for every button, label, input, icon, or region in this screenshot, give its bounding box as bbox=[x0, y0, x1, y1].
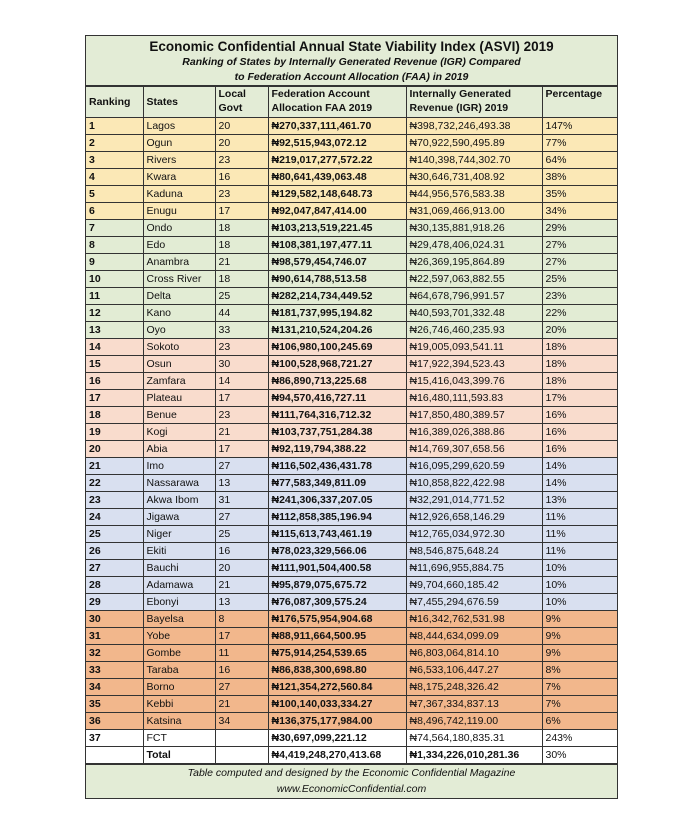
rank-cell: 23 bbox=[86, 492, 143, 509]
rank-cell: 15 bbox=[86, 356, 143, 373]
rank-cell: 13 bbox=[86, 322, 143, 339]
igr-cell: ₦15,416,043,399.76 bbox=[406, 373, 542, 390]
percentage-cell: 10% bbox=[542, 594, 617, 611]
table-subtitle bbox=[86, 55, 617, 85]
state-cell: Enugu bbox=[143, 203, 215, 220]
rank-cell: 5 bbox=[86, 186, 143, 203]
table-row bbox=[86, 509, 617, 526]
faa-cell: ₦30,697,099,221.12 bbox=[268, 730, 406, 747]
rank-cell: 4 bbox=[86, 169, 143, 186]
footer-band bbox=[86, 764, 617, 798]
igr-cell: ₦70,922,590,495.89 bbox=[406, 135, 542, 152]
igr-cell: ₦6,533,106,447.27 bbox=[406, 662, 542, 679]
table-row bbox=[86, 339, 617, 356]
percentage-cell: 18% bbox=[542, 339, 617, 356]
percentage-cell: 14% bbox=[542, 458, 617, 475]
table-body bbox=[86, 118, 617, 747]
faa-cell: ₦270,337,111,461.70 bbox=[268, 118, 406, 135]
rank-cell: 29 bbox=[86, 594, 143, 611]
rank-cell: 3 bbox=[86, 152, 143, 169]
igr-cell: ₦32,291,014,771.52 bbox=[406, 492, 542, 509]
rank-cell: 22 bbox=[86, 475, 143, 492]
table-row bbox=[86, 526, 617, 543]
local-govt-cell: 16 bbox=[215, 662, 268, 679]
header-ranking: Ranking bbox=[86, 87, 143, 118]
rank-cell: 2 bbox=[86, 135, 143, 152]
percentage-cell: 9% bbox=[542, 645, 617, 662]
state-cell: Plateau bbox=[143, 390, 215, 407]
local-govt-cell: 21 bbox=[215, 254, 268, 271]
igr-cell: ₦40,593,701,332.48 bbox=[406, 305, 542, 322]
igr-cell: ₦64,678,796,991.57 bbox=[406, 288, 542, 305]
igr-cell: ₦11,696,955,884.75 bbox=[406, 560, 542, 577]
table-row bbox=[86, 407, 617, 424]
state-cell: Delta bbox=[143, 288, 215, 305]
table-row bbox=[86, 611, 617, 628]
local-govt-cell: 20 bbox=[215, 560, 268, 577]
local-govt-cell: 17 bbox=[215, 628, 268, 645]
state-cell: Cross River bbox=[143, 271, 215, 288]
state-cell: Rivers bbox=[143, 152, 215, 169]
rank-cell: 10 bbox=[86, 271, 143, 288]
percentage-cell: 25% bbox=[542, 271, 617, 288]
igr-cell: ₦8,496,742,119.00 bbox=[406, 713, 542, 730]
faa-cell: ₦111,901,504,400.58 bbox=[268, 560, 406, 577]
local-govt-cell: 17 bbox=[215, 441, 268, 458]
local-govt-cell: 20 bbox=[215, 135, 268, 152]
rank-cell: 18 bbox=[86, 407, 143, 424]
percentage-cell: 16% bbox=[542, 441, 617, 458]
percentage-cell: 22% bbox=[542, 305, 617, 322]
rank-cell: 34 bbox=[86, 679, 143, 696]
state-cell: Abia bbox=[143, 441, 215, 458]
state-cell: Taraba bbox=[143, 662, 215, 679]
rank-cell: 24 bbox=[86, 509, 143, 526]
header-igr-line-2: Revenue (IGR) 2019 bbox=[409, 102, 509, 114]
title-band bbox=[86, 36, 617, 86]
percentage-cell: 34% bbox=[542, 203, 617, 220]
header-local-govt-line-2: Govt bbox=[218, 102, 243, 114]
state-cell: Ebonyi bbox=[143, 594, 215, 611]
table-row bbox=[86, 135, 617, 152]
header-local-govt bbox=[215, 87, 268, 118]
faa-cell: ₦115,613,743,461.19 bbox=[268, 526, 406, 543]
local-govt-cell: 17 bbox=[215, 203, 268, 220]
subtitle-line-2: to Federation Account Allocation (FAA) in 2019 bbox=[234, 71, 469, 83]
state-cell: Lagos bbox=[143, 118, 215, 135]
local-govt-cell: 14 bbox=[215, 373, 268, 390]
local-govt-cell: 31 bbox=[215, 492, 268, 509]
local-govt-cell bbox=[215, 730, 268, 747]
local-govt-cell: 13 bbox=[215, 475, 268, 492]
local-govt-cell: 8 bbox=[215, 611, 268, 628]
local-govt-cell: 18 bbox=[215, 237, 268, 254]
state-cell: Anambra bbox=[143, 254, 215, 271]
faa-cell: ₦80,641,439,063.48 bbox=[268, 169, 406, 186]
rank-cell: 14 bbox=[86, 339, 143, 356]
table-title: Economic Confidential Annual State Viability Index (ASVI) 2019 bbox=[149, 39, 554, 54]
header-states: States bbox=[143, 87, 215, 118]
percentage-cell: 27% bbox=[542, 237, 617, 254]
faa-cell: ₦111,764,316,712.32 bbox=[268, 407, 406, 424]
local-govt-cell: 18 bbox=[215, 271, 268, 288]
table-row bbox=[86, 237, 617, 254]
local-govt-cell: 13 bbox=[215, 594, 268, 611]
rank-cell: 9 bbox=[86, 254, 143, 271]
header-faa-line-1: Federation Account bbox=[271, 88, 370, 100]
faa-cell: ₦78,023,329,566.06 bbox=[268, 543, 406, 560]
faa-cell: ₦100,528,968,721.27 bbox=[268, 356, 406, 373]
igr-cell: ₦12,926,658,146.29 bbox=[406, 509, 542, 526]
table-row bbox=[86, 560, 617, 577]
percentage-cell: 64% bbox=[542, 152, 617, 169]
table-row bbox=[86, 118, 617, 135]
faa-cell: ₦282,214,734,449.52 bbox=[268, 288, 406, 305]
faa-cell: ₦98,579,454,746.07 bbox=[268, 254, 406, 271]
faa-cell: ₦75,914,254,539.65 bbox=[268, 645, 406, 662]
total-igr: ₦1,334,226,010,281.36 bbox=[406, 747, 542, 764]
percentage-cell: 11% bbox=[542, 543, 617, 560]
state-cell: Imo bbox=[143, 458, 215, 475]
table-row bbox=[86, 475, 617, 492]
state-cell: Katsina bbox=[143, 713, 215, 730]
table-row bbox=[86, 220, 617, 237]
state-cell: Bauchi bbox=[143, 560, 215, 577]
state-cell: Bayelsa bbox=[143, 611, 215, 628]
state-cell: Ondo bbox=[143, 220, 215, 237]
local-govt-cell: 25 bbox=[215, 526, 268, 543]
table-row bbox=[86, 696, 617, 713]
table-row bbox=[86, 186, 617, 203]
state-cell: Kwara bbox=[143, 169, 215, 186]
faa-cell: ₦176,575,954,904.68 bbox=[268, 611, 406, 628]
faa-cell: ₦129,582,148,648.73 bbox=[268, 186, 406, 203]
igr-cell: ₦7,455,294,676.59 bbox=[406, 594, 542, 611]
local-govt-cell: 21 bbox=[215, 424, 268, 441]
faa-cell: ₦100,140,033,334.27 bbox=[268, 696, 406, 713]
percentage-cell: 16% bbox=[542, 424, 617, 441]
state-cell: Borno bbox=[143, 679, 215, 696]
percentage-cell: 9% bbox=[542, 611, 617, 628]
faa-cell: ₦112,858,385,196.94 bbox=[268, 509, 406, 526]
header-faa-line-2: Allocation FAA 2019 bbox=[271, 102, 373, 114]
percentage-cell: 29% bbox=[542, 220, 617, 237]
rank-cell: 20 bbox=[86, 441, 143, 458]
igr-cell: ₦22,597,063,882.55 bbox=[406, 271, 542, 288]
igr-cell: ₦10,858,822,422.98 bbox=[406, 475, 542, 492]
faa-cell: ₦181,737,995,194.82 bbox=[268, 305, 406, 322]
percentage-cell: 17% bbox=[542, 390, 617, 407]
total-faa: ₦4,419,248,270,413.68 bbox=[268, 747, 406, 764]
faa-cell: ₦77,583,349,811.09 bbox=[268, 475, 406, 492]
igr-cell: ₦16,480,111,593.83 bbox=[406, 390, 542, 407]
table-row bbox=[86, 373, 617, 390]
igr-cell: ₦8,444,634,099.09 bbox=[406, 628, 542, 645]
faa-cell: ₦136,375,177,984.00 bbox=[268, 713, 406, 730]
table-row bbox=[86, 424, 617, 441]
table-row bbox=[86, 645, 617, 662]
subtitle-line-1: Ranking of States by Internally Generated Revenue (IGR) Compared bbox=[182, 56, 521, 68]
rank-cell: 12 bbox=[86, 305, 143, 322]
percentage-cell: 6% bbox=[542, 713, 617, 730]
percentage-cell: 18% bbox=[542, 373, 617, 390]
percentage-cell: 11% bbox=[542, 509, 617, 526]
igr-cell: ₦8,546,875,648.24 bbox=[406, 543, 542, 560]
header-row bbox=[86, 87, 617, 118]
table-row bbox=[86, 305, 617, 322]
percentage-cell: 147% bbox=[542, 118, 617, 135]
igr-cell: ₦17,850,480,389.57 bbox=[406, 407, 542, 424]
header-local-govt-line-1: Local bbox=[218, 88, 246, 100]
faa-cell: ₦103,213,519,221.45 bbox=[268, 220, 406, 237]
percentage-cell: 38% bbox=[542, 169, 617, 186]
percentage-cell: 35% bbox=[542, 186, 617, 203]
faa-cell: ₦86,890,713,225.68 bbox=[268, 373, 406, 390]
rank-cell: 36 bbox=[86, 713, 143, 730]
percentage-cell: 10% bbox=[542, 560, 617, 577]
header-percentage: Percentage bbox=[542, 87, 617, 118]
rank-cell: 1 bbox=[86, 118, 143, 135]
igr-cell: ₦29,478,406,024.31 bbox=[406, 237, 542, 254]
faa-cell: ₦86,838,300,698.80 bbox=[268, 662, 406, 679]
footer-credit: Table computed and designed by the Economic Confidential Magazine bbox=[187, 767, 516, 779]
table-row bbox=[86, 169, 617, 186]
percentage-cell: 11% bbox=[542, 526, 617, 543]
table-row bbox=[86, 730, 617, 747]
table-row bbox=[86, 288, 617, 305]
faa-cell: ₦121,354,272,560.84 bbox=[268, 679, 406, 696]
local-govt-cell: 21 bbox=[215, 696, 268, 713]
rank-cell: 31 bbox=[86, 628, 143, 645]
faa-cell: ₦103,737,751,284.38 bbox=[268, 424, 406, 441]
table-row bbox=[86, 679, 617, 696]
rank-cell: 26 bbox=[86, 543, 143, 560]
state-cell: Gombe bbox=[143, 645, 215, 662]
percentage-cell: 77% bbox=[542, 135, 617, 152]
percentage-cell: 7% bbox=[542, 679, 617, 696]
state-cell: Edo bbox=[143, 237, 215, 254]
percentage-cell: 27% bbox=[542, 254, 617, 271]
local-govt-cell: 18 bbox=[215, 220, 268, 237]
state-cell: FCT bbox=[143, 730, 215, 747]
rank-cell: 30 bbox=[86, 611, 143, 628]
igr-cell: ₦398,732,246,493.38 bbox=[406, 118, 542, 135]
rank-cell: 21 bbox=[86, 458, 143, 475]
igr-cell: ₦8,175,248,326.42 bbox=[406, 679, 542, 696]
state-cell: Kaduna bbox=[143, 186, 215, 203]
igr-cell: ₦14,769,307,658.56 bbox=[406, 441, 542, 458]
faa-cell: ₦219,017,277,572.22 bbox=[268, 152, 406, 169]
faa-cell: ₦106,980,100,245.69 bbox=[268, 339, 406, 356]
percentage-cell: 9% bbox=[542, 628, 617, 645]
percentage-cell: 10% bbox=[542, 577, 617, 594]
state-cell: Kogi bbox=[143, 424, 215, 441]
faa-cell: ₦95,879,075,675.72 bbox=[268, 577, 406, 594]
local-govt-cell: 17 bbox=[215, 390, 268, 407]
local-govt-cell: 25 bbox=[215, 288, 268, 305]
faa-cell: ₦116,502,436,431.78 bbox=[268, 458, 406, 475]
faa-cell: ₦92,119,794,388.22 bbox=[268, 441, 406, 458]
rank-cell: 35 bbox=[86, 696, 143, 713]
faa-cell: ₦76,087,309,575.24 bbox=[268, 594, 406, 611]
local-govt-cell: 16 bbox=[215, 169, 268, 186]
igr-cell: ₦9,704,660,185.42 bbox=[406, 577, 542, 594]
total-row bbox=[86, 747, 617, 764]
table-row bbox=[86, 628, 617, 645]
state-cell: Jigawa bbox=[143, 509, 215, 526]
rank-cell: 32 bbox=[86, 645, 143, 662]
state-cell: Niger bbox=[143, 526, 215, 543]
total-label: Total bbox=[143, 747, 215, 764]
percentage-cell: 23% bbox=[542, 288, 617, 305]
local-govt-cell: 11 bbox=[215, 645, 268, 662]
table-row bbox=[86, 458, 617, 475]
table-row bbox=[86, 254, 617, 271]
igr-cell: ₦16,389,026,388.86 bbox=[406, 424, 542, 441]
faa-cell: ₦90,614,788,513.58 bbox=[268, 271, 406, 288]
local-govt-cell: 23 bbox=[215, 407, 268, 424]
igr-cell: ₦26,746,460,235.93 bbox=[406, 322, 542, 339]
state-cell: Akwa Ibom bbox=[143, 492, 215, 509]
local-govt-cell: 33 bbox=[215, 322, 268, 339]
state-cell: Osun bbox=[143, 356, 215, 373]
state-cell: Zamfara bbox=[143, 373, 215, 390]
local-govt-cell: 44 bbox=[215, 305, 268, 322]
state-cell: Yobe bbox=[143, 628, 215, 645]
state-cell: Kebbi bbox=[143, 696, 215, 713]
header-igr-line-1: Internally Generated bbox=[409, 88, 512, 100]
igr-cell: ₦16,095,299,620.59 bbox=[406, 458, 542, 475]
local-govt-cell: 30 bbox=[215, 356, 268, 373]
faa-cell: ₦94,570,416,727.11 bbox=[268, 390, 406, 407]
igr-cell: ₦17,922,394,523.43 bbox=[406, 356, 542, 373]
total-rank-cell bbox=[86, 747, 143, 764]
local-govt-cell: 34 bbox=[215, 713, 268, 730]
faa-cell: ₦92,047,847,414.00 bbox=[268, 203, 406, 220]
total-lga-cell bbox=[215, 747, 268, 764]
rank-cell: 28 bbox=[86, 577, 143, 594]
igr-cell: ₦74,564,180,835.31 bbox=[406, 730, 542, 747]
asvi-table-sheet bbox=[85, 35, 618, 799]
rank-cell: 37 bbox=[86, 730, 143, 747]
rank-cell: 33 bbox=[86, 662, 143, 679]
faa-cell: ₦92,515,943,072.12 bbox=[268, 135, 406, 152]
igr-cell: ₦30,135,881,918.26 bbox=[406, 220, 542, 237]
table-row bbox=[86, 271, 617, 288]
header-igr bbox=[406, 87, 542, 118]
faa-cell: ₦88,911,664,500.95 bbox=[268, 628, 406, 645]
local-govt-cell: 16 bbox=[215, 543, 268, 560]
rank-cell: 16 bbox=[86, 373, 143, 390]
state-cell: Oyo bbox=[143, 322, 215, 339]
percentage-cell: 18% bbox=[542, 356, 617, 373]
igr-cell: ₦12,765,034,972.30 bbox=[406, 526, 542, 543]
local-govt-cell: 27 bbox=[215, 458, 268, 475]
igr-cell: ₦44,956,576,583.38 bbox=[406, 186, 542, 203]
footer-website: www.EconomicConfidential.com bbox=[276, 783, 427, 795]
table-row bbox=[86, 322, 617, 339]
igr-cell: ₦31,069,466,913.00 bbox=[406, 203, 542, 220]
ranking-table bbox=[86, 86, 617, 764]
state-cell: Nassarawa bbox=[143, 475, 215, 492]
rank-cell: 27 bbox=[86, 560, 143, 577]
local-govt-cell: 23 bbox=[215, 339, 268, 356]
table-row bbox=[86, 543, 617, 560]
igr-cell: ₦16,342,762,531.98 bbox=[406, 611, 542, 628]
igr-cell: ₦19,005,093,541.11 bbox=[406, 339, 542, 356]
state-cell: Adamawa bbox=[143, 577, 215, 594]
rank-cell: 6 bbox=[86, 203, 143, 220]
table-row bbox=[86, 203, 617, 220]
local-govt-cell: 21 bbox=[215, 577, 268, 594]
percentage-cell: 13% bbox=[542, 492, 617, 509]
faa-cell: ₦241,306,337,207.05 bbox=[268, 492, 406, 509]
local-govt-cell: 27 bbox=[215, 679, 268, 696]
percentage-cell: 8% bbox=[542, 662, 617, 679]
table-row bbox=[86, 594, 617, 611]
faa-cell: ₦108,381,197,477.11 bbox=[268, 237, 406, 254]
state-cell: Sokoto bbox=[143, 339, 215, 356]
rank-cell: 8 bbox=[86, 237, 143, 254]
table-row bbox=[86, 356, 617, 373]
local-govt-cell: 27 bbox=[215, 509, 268, 526]
table-row bbox=[86, 713, 617, 730]
local-govt-cell: 23 bbox=[215, 186, 268, 203]
state-cell: Ogun bbox=[143, 135, 215, 152]
rank-cell: 17 bbox=[86, 390, 143, 407]
igr-cell: ₦7,367,334,837.13 bbox=[406, 696, 542, 713]
table-row bbox=[86, 152, 617, 169]
percentage-cell: 7% bbox=[542, 696, 617, 713]
table-row bbox=[86, 492, 617, 509]
igr-cell: ₦140,398,744,302.70 bbox=[406, 152, 542, 169]
rank-cell: 25 bbox=[86, 526, 143, 543]
igr-cell: ₦6,803,064,814.10 bbox=[406, 645, 542, 662]
percentage-cell: 20% bbox=[542, 322, 617, 339]
header-faa bbox=[268, 87, 406, 118]
local-govt-cell: 20 bbox=[215, 118, 268, 135]
local-govt-cell: 23 bbox=[215, 152, 268, 169]
table-row bbox=[86, 662, 617, 679]
table-row bbox=[86, 577, 617, 594]
faa-cell: ₦131,210,524,204.26 bbox=[268, 322, 406, 339]
rank-cell: 7 bbox=[86, 220, 143, 237]
percentage-cell: 14% bbox=[542, 475, 617, 492]
rank-cell: 11 bbox=[86, 288, 143, 305]
total-percentage: 30% bbox=[542, 747, 617, 764]
table-row bbox=[86, 441, 617, 458]
state-cell: Benue bbox=[143, 407, 215, 424]
rank-cell: 19 bbox=[86, 424, 143, 441]
percentage-cell: 16% bbox=[542, 407, 617, 424]
state-cell: Kano bbox=[143, 305, 215, 322]
igr-cell: ₦26,369,195,864.89 bbox=[406, 254, 542, 271]
table-row bbox=[86, 390, 617, 407]
state-cell: Ekiti bbox=[143, 543, 215, 560]
igr-cell: ₦30,646,731,408.92 bbox=[406, 169, 542, 186]
percentage-cell: 243% bbox=[542, 730, 617, 747]
